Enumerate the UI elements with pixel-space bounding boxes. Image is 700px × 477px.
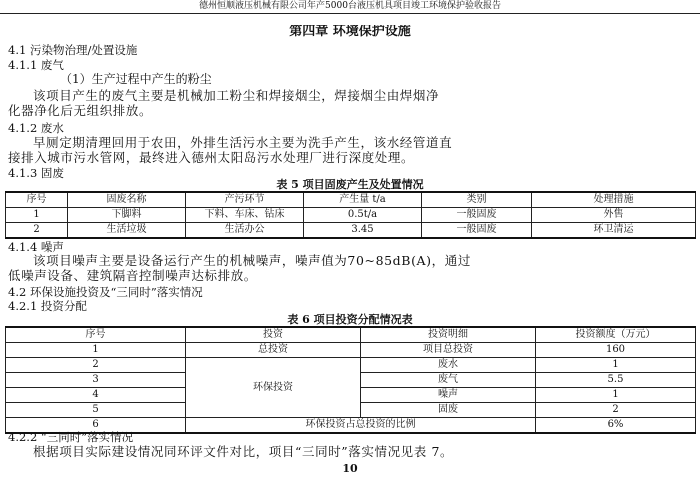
table-cell: 固废 <box>361 403 536 418</box>
section-4-2-1-heading: 4.2.1 投资分配 <box>8 299 87 313</box>
section-4-1-2-paragraph-line-1: 早厕定期清理回用于农田，外排生活污水主要为洗手产生，该水经管道直 <box>33 136 453 150</box>
table-cell: 5 <box>6 403 186 418</box>
table-cell: 一般固废 <box>422 208 532 223</box>
table-cell: 4 <box>6 388 186 403</box>
table-header-cell: 投资明细 <box>361 327 536 343</box>
table-cell: 项目总投资 <box>361 343 536 358</box>
table-cell-merged: 环保投资占总投资的比例 <box>186 418 536 434</box>
table-row <box>6 223 696 239</box>
section-4-2-2-paragraph: 根据项目实际建设情况同环评文件对比，项目“三同时”落实情况见表 7。 <box>33 445 454 459</box>
section-4-1-2-paragraph-line-2: 接排入城市污水管网，最终进入德州太阳岛污水处理厂进行深度处理。 <box>8 151 415 165</box>
section-4-1-heading: 4.1 污染物治理/处置设施 <box>8 43 138 57</box>
table-header-cell: 产生量 t/a <box>304 192 422 208</box>
table-row <box>6 358 696 373</box>
table-cell: 废气 <box>361 373 536 388</box>
table-cell: 1 <box>6 343 186 358</box>
table-cell-merged: 环保投资 <box>186 358 361 418</box>
table-cell: 0.5t/a <box>304 208 422 223</box>
table-6-caption: 表 6 项目投资分配情况表 <box>287 313 413 326</box>
table-header-cell: 序号 <box>6 327 186 343</box>
table-cell: 5.5 <box>536 373 696 388</box>
table-cell: 噪声 <box>361 388 536 403</box>
table-cell: 生活办公 <box>186 223 304 239</box>
table-6 <box>5 326 696 434</box>
table-header-cell: 固废名称 <box>68 192 186 208</box>
section-4-1-1-paragraph-line-2: 化器净化后无组织排放。 <box>8 104 153 118</box>
section-4-1-4-paragraph-line-1: 该项目噪声主要是设备运行产生的机械噪声，噪声值为70~85dB(A)，通过 <box>33 254 471 268</box>
table-header-cell: 类别 <box>422 192 532 208</box>
table-cell: 环卫清运 <box>532 223 696 239</box>
table-cell: 6 <box>6 418 186 434</box>
table-cell: 总投资 <box>186 343 361 358</box>
running-header: 德州恒顺液压机械有限公司年产5000台液压机具项目竣工环境保护验收报告 <box>0 0 700 14</box>
table-header-row <box>6 192 696 208</box>
table-header-cell: 序号 <box>6 192 68 208</box>
table-5-caption: 表 5 项目固废产生及处置情况 <box>276 178 424 191</box>
table-cell: 一般固废 <box>422 223 532 239</box>
table-cell: 下脚料 <box>68 208 186 223</box>
table-header-cell: 产污环节 <box>186 192 304 208</box>
table-cell: 2 <box>6 223 68 239</box>
table-header-cell: 投资 <box>186 327 361 343</box>
table-cell: 3.45 <box>304 223 422 239</box>
table-cell: 废水 <box>361 358 536 373</box>
table-cell: 下料、车床、钻床 <box>186 208 304 223</box>
section-4-1-4-heading: 4.1.4 噪声 <box>8 240 64 254</box>
table-cell: 3 <box>6 373 186 388</box>
table-cell: 160 <box>536 343 696 358</box>
table-cell: 生活垃圾 <box>68 223 186 239</box>
section-4-1-4-paragraph-line-2: 低噪声设备、建筑隔音控制噪声达标排放。 <box>8 269 257 283</box>
table-cell: 2 <box>536 403 696 418</box>
page-number: 10 <box>342 462 358 475</box>
table-cell: 1 <box>536 388 696 403</box>
table-cell: 1 <box>6 208 68 223</box>
table-row <box>6 343 696 358</box>
table-row <box>6 208 696 223</box>
section-4-1-1-paragraph-line-1: 该项目产生的废气主要是机械加工粉尘和焊接烟尘，焊接烟尘由焊烟净 <box>33 89 440 103</box>
section-4-1-1-heading: 4.1.1 废气 <box>8 58 64 72</box>
table-cell: 1 <box>536 358 696 373</box>
section-4-1-3-heading: 4.1.3 固废 <box>8 166 64 180</box>
section-4-2-heading: 4.2 环保设施投资及“三同时”落实情况 <box>8 285 203 299</box>
table-header-cell: 投资额度（万元） <box>536 327 696 343</box>
section-4-1-2-heading: 4.1.2 废水 <box>8 121 64 135</box>
table-cell: 6% <box>536 418 696 434</box>
table-cell: 2 <box>6 358 186 373</box>
section-4-1-1-subheading: （1）生产过程中产生的粉尘 <box>60 72 212 86</box>
chapter-title: 第四章 环境保护设施 <box>289 25 411 39</box>
table-cell: 外售 <box>532 208 696 223</box>
section-4-2-2-heading: 4.2.2 “三同时”落实情况 <box>8 430 134 444</box>
table-header-cell: 处理措施 <box>532 192 696 208</box>
table-5 <box>5 191 696 239</box>
table-header-row <box>6 327 696 343</box>
